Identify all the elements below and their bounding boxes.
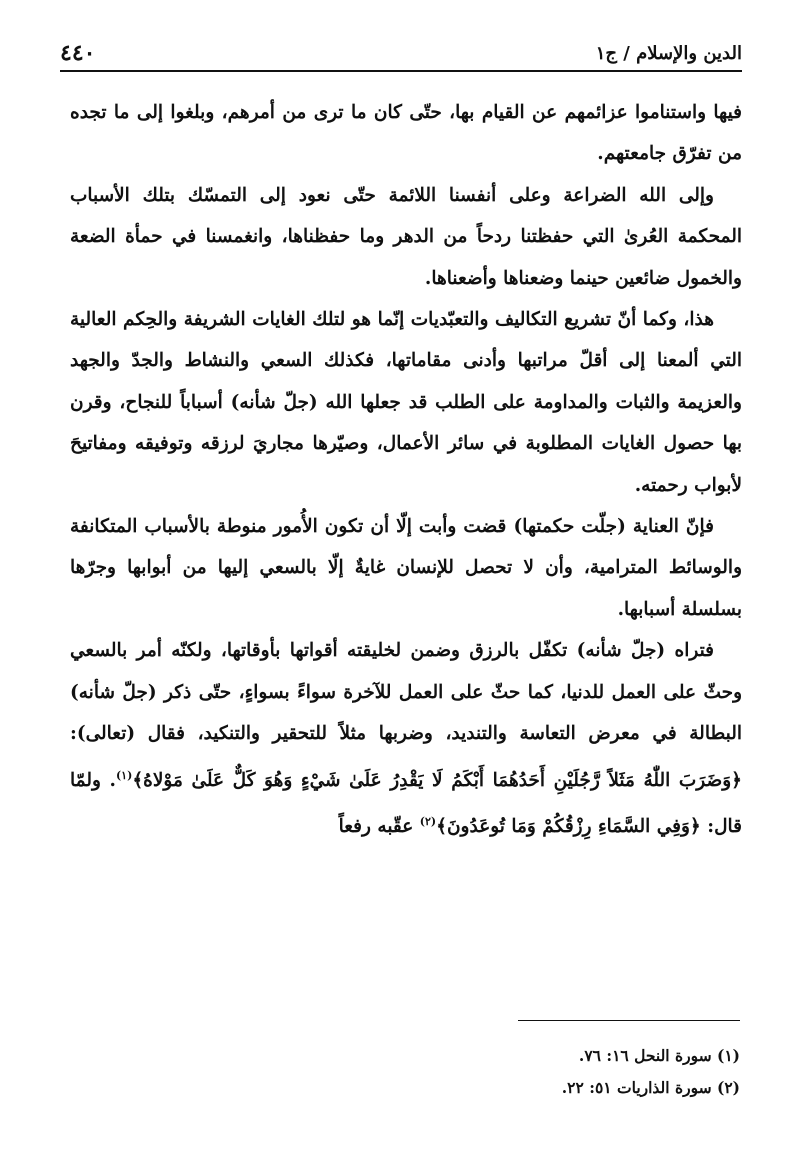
running-title: الدين والإسلام / ج١ xyxy=(595,43,742,64)
page-number: ٤٤٠ xyxy=(60,40,96,66)
paragraph-5-start: فتراه (جلّ شأنه) تكفّل بالرزق وضمن لخليقته أقواتها بأوقاتها، ولكنّه أمر بالسعي وحثّ على العمل للدنيا، كما حثّ على العمل للآخرة سواءً بسواءٍ، حتّى ذكر (جلّ شأنه) البطالة في معرض التعاسة والتنديد، وضربها مثلاً للتحقير والتنكيد، فقال (تعالى): xyxy=(70,640,742,745)
footnote-divider xyxy=(518,1020,740,1021)
paragraph-5 xyxy=(70,630,742,847)
main-text xyxy=(70,92,742,848)
paragraph-3: هذا، وكما أنّ تشريع التكاليف والتعبّديات إنّما هو لتلك الغايات الشريفة والحِكم العالية التي ألمعنا إلى أقلّ مراتبها وأدنى مقاماتها، فكذلك السعي والنشاط والجدّ والجهد والعزيمة والثبات والمداومة على الطلب قد جعلها الله (جلّ شأنه) أسباباً للنجاح، وقرن بها حصول الغايات المطلوبة في سائر الأعمال، وصيّرها مجاريَ لرزقه وتوفيقه ومفاتيحَ لأبواب رحمته. xyxy=(70,309,742,496)
footnotes xyxy=(70,1040,740,1104)
page-header xyxy=(60,26,742,72)
paragraph-4: فإنّ العناية (جلّت حكمتها) قضت وأبت إلّا أن تكون الأُمور منوطة بالأسباب المتكانفة والوسائط المترامية، وأن لا تحصل للإنسان غايةٌ إلّا بالسعي إليها من أبوابها وجرّها بسلسلة أسبابها. xyxy=(70,516,742,620)
paragraph-1: فيها واستناموا عزائمهم عن القيام بها، حتّى كان ما ترى من أمرهم، وبلغوا إلى ما تجده من تفرّق جامعتهم. xyxy=(70,102,742,165)
paragraph-5-mid: . ولمّا قال: xyxy=(70,769,742,838)
paragraph-5-end: عقّبه رفعاً xyxy=(338,816,414,838)
footnote-1: (١) سورة النحل ١٦: ٧٦. xyxy=(578,1046,740,1065)
footnote-2: (٢) سورة الذاريات ٥١: ٢٢. xyxy=(561,1078,740,1097)
paragraph-2: وإلى الله الضراعة وعلى أنفسنا اللائمة حتّى نعود إلى التمسّك بتلك الأسباب المحكمة العُرىٰ التي حفظتنا ردحاً من الدهر وما حفظناها، وانغمسنا في حمأة الضعة والخمول ضائعين حينما وضعناها وأضعناها. xyxy=(70,184,742,289)
quran-verse-2: ﴿وَفِي السَّمَاءِ رِزْقُكُمْ وَمَا تُوعَدُونَ﴾ xyxy=(436,816,701,838)
footnote-ref-2: (٢) xyxy=(419,815,437,829)
quran-verse-1: ﴿وَضَرَبَ اللّٰهُ مَثَلاً رَّجُلَيْنِ أَحَدُهُمَا أَبْكَمُ لَا يَقْدِرُ عَلَىٰ شَيْءٍ وَهُوَ كَلٌّ عَلَىٰ مَوْلاهُ﴾ xyxy=(132,769,742,791)
footnote-ref-1: (١) xyxy=(115,768,133,782)
